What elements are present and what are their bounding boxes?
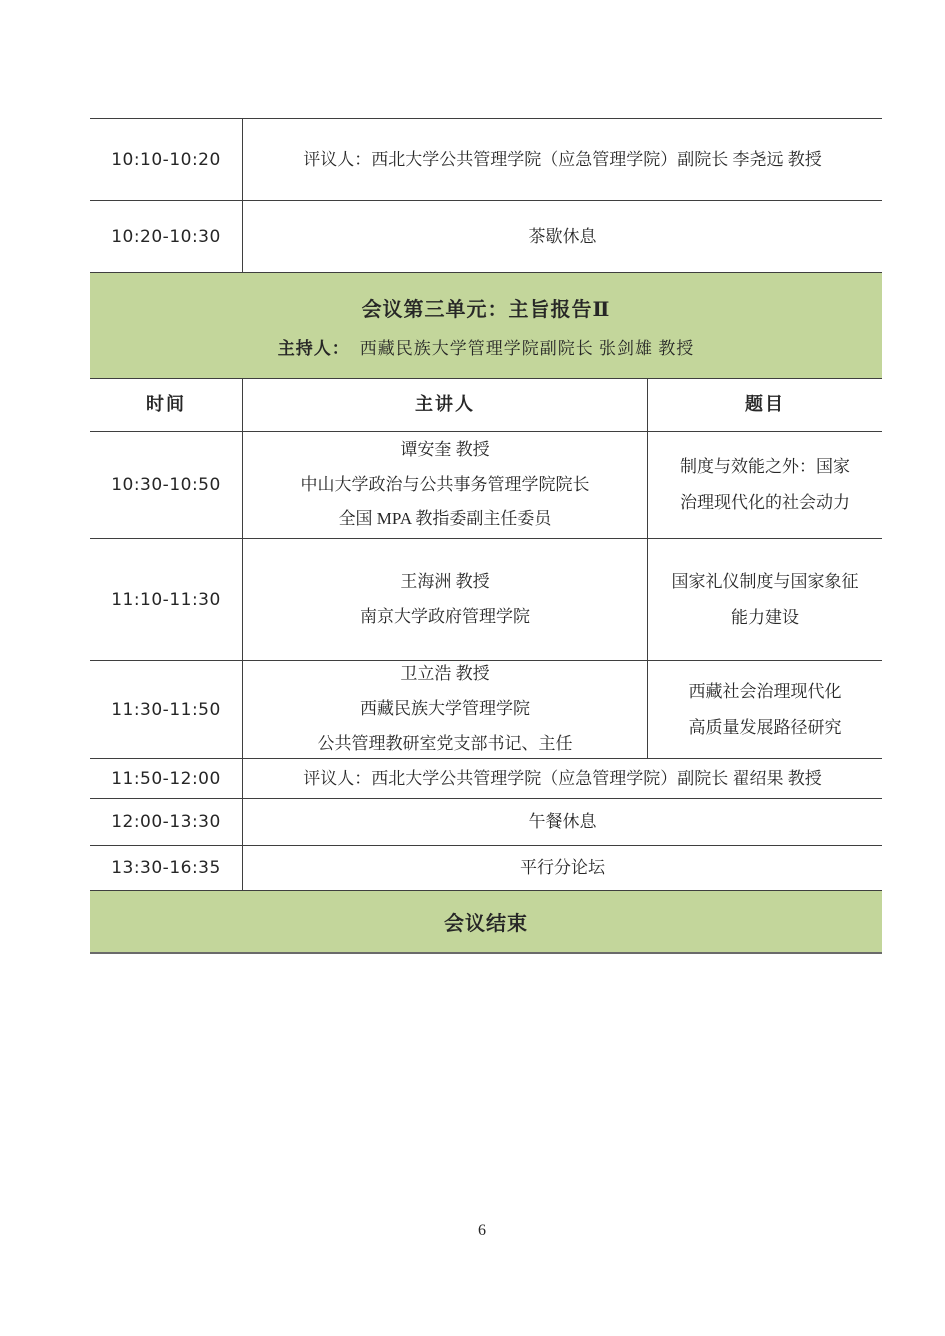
- speaker-line: 中山大学政治与公共事务管理学院院长: [300, 474, 590, 494]
- table-row: [90, 119, 882, 201]
- speaker-cell: [243, 539, 648, 660]
- session-title: 会议第三单元：主旨报告Ⅱ: [361, 298, 611, 321]
- page-number: 6: [478, 1222, 486, 1239]
- table-row: [90, 759, 882, 799]
- content-cell: 评议人：西北大学公共管理学院（应急管理学院）副院长 李尧远 教授: [303, 149, 822, 169]
- table-row: [90, 846, 882, 891]
- speaker-line: 南京大学政府管理学院: [360, 606, 530, 626]
- speaker-cell: [243, 432, 648, 538]
- topic-line: 能力建设: [731, 607, 799, 627]
- end-banner: [90, 891, 882, 954]
- speaker-line: 谭安奎 教授: [400, 439, 490, 459]
- content-cell: 午餐休息: [528, 812, 597, 831]
- host-label: 主持人：: [277, 338, 350, 358]
- header-speaker: 主讲人: [243, 379, 648, 431]
- session-host-line: [278, 334, 695, 359]
- time-cell: 12:00-13:30: [90, 799, 243, 845]
- host-name: 西藏民族大学管理学院副院长 张剑雄 教授: [359, 338, 695, 358]
- topic-line: 治理现代化的社会动力: [680, 493, 850, 512]
- time-cell: 10:30-10:50: [90, 432, 243, 538]
- session-banner: [90, 273, 882, 379]
- time-cell: 11:30-11:50: [90, 661, 243, 758]
- topic-cell: [648, 539, 882, 660]
- topic-cell: [648, 661, 882, 758]
- table-row: [90, 799, 882, 846]
- table-row: [90, 661, 882, 759]
- topic-cell: [648, 432, 882, 538]
- header-time: 时间: [90, 379, 243, 431]
- conference-schedule-table: [90, 118, 882, 954]
- speaker-line: 全国 MPA 教指委副主任委员: [338, 509, 552, 529]
- time-cell: 10:20-10:30: [90, 201, 243, 272]
- topic-line: 制度与效能之外：国家: [680, 457, 850, 477]
- topic-line: 西藏社会治理现代化: [688, 681, 842, 701]
- topic-line: 国家礼仪制度与国家象征: [671, 571, 859, 591]
- speaker-line: 公共管理教研室党支部书记、主任: [317, 733, 573, 753]
- time-cell: 11:50-12:00: [90, 759, 243, 798]
- table-row: [90, 432, 882, 539]
- table-row: [90, 539, 882, 661]
- content-cell: 评议人：西北大学公共管理学院（应急管理学院）副院长 翟绍果 教授: [303, 768, 822, 788]
- header-topic: 题目: [745, 394, 785, 416]
- speaker-line: 王海洲 教授: [400, 571, 490, 591]
- time-cell: 11:10-11:30: [90, 539, 243, 660]
- speaker-line: 卫立浩 教授: [400, 664, 490, 684]
- time-cell: 13:30-16:35: [90, 846, 243, 890]
- time-cell: 10:10-10:20: [90, 119, 243, 200]
- content-cell: 平行分论坛: [520, 858, 605, 877]
- table-row: [90, 201, 882, 273]
- content-cell: 茶歇休息: [528, 226, 597, 246]
- speaker-line: 西藏民族大学管理学院: [360, 699, 530, 719]
- end-banner-title: 会议结束: [444, 913, 528, 935]
- speaker-cell: [243, 661, 648, 758]
- topic-line: 高质量发展路径研究: [688, 717, 842, 737]
- table-header-row: [90, 379, 882, 432]
